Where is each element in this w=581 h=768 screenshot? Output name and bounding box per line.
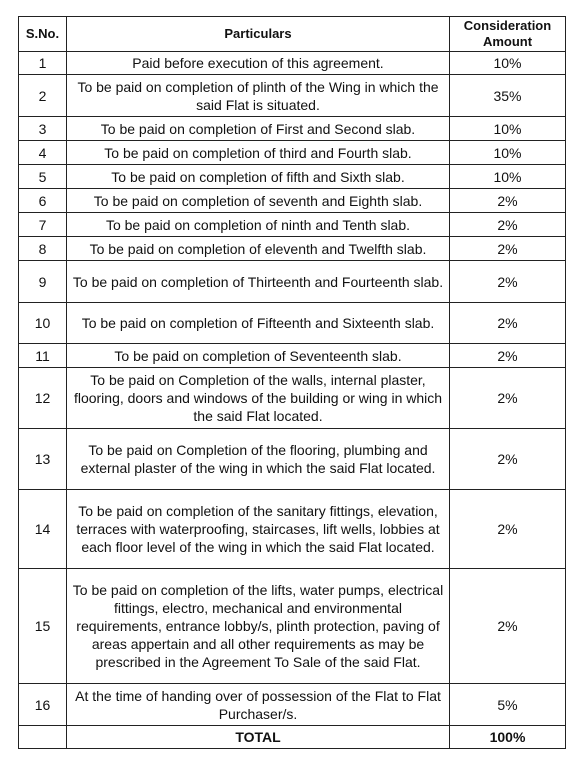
- row-sno: 3: [19, 117, 67, 141]
- row-particulars: To be paid on completion of seventh and Eighth slab.: [67, 189, 450, 213]
- total-amount: 100%: [450, 726, 566, 749]
- row-particulars: To be paid on completion of Thirteenth and Fourteenth slab.: [67, 261, 450, 303]
- row-sno: 6: [19, 189, 67, 213]
- header-consideration-amount: Consideration Amount: [450, 17, 566, 52]
- row-sno: 16: [19, 684, 67, 726]
- table-row: [19, 75, 566, 117]
- payment-schedule-table: [18, 16, 566, 749]
- row-particulars: To be paid on completion of fifth and Sixth slab.: [67, 165, 450, 189]
- row-particulars: To be paid on Completion of the flooring, plumbing and external plaster of the wing in which the said Flat located.: [67, 429, 450, 490]
- row-sno: 14: [19, 490, 67, 569]
- total-row: [19, 726, 566, 749]
- row-sno: 15: [19, 569, 67, 684]
- table-row: [19, 189, 566, 213]
- row-particulars: To be paid on completion of plinth of the Wing in which the said Flat is situated.: [67, 75, 450, 117]
- table-row: [19, 141, 566, 165]
- row-particulars: To be paid on completion of First and Second slab.: [67, 117, 450, 141]
- row-sno: 1: [19, 52, 67, 75]
- row-amount: 10%: [450, 141, 566, 165]
- row-amount: 35%: [450, 75, 566, 117]
- payment-schedule: [18, 16, 565, 749]
- row-sno: 10: [19, 303, 67, 344]
- row-particulars: To be paid on completion of the sanitary fittings, elevation, terraces with waterproofing, staircases, lift wells, lobbies at each floor level of the wing in which the said Flat located.: [67, 490, 450, 569]
- row-sno: 4: [19, 141, 67, 165]
- row-amount: 10%: [450, 117, 566, 141]
- row-amount: 2%: [450, 303, 566, 344]
- table-row: [19, 117, 566, 141]
- table-row: [19, 52, 566, 75]
- total-sno: [19, 726, 67, 749]
- row-amount: 10%: [450, 52, 566, 75]
- row-particulars: To be paid on completion of eleventh and Twelfth slab.: [67, 237, 450, 261]
- total-label: TOTAL: [67, 726, 450, 749]
- table-row: [19, 490, 566, 569]
- table-row: [19, 165, 566, 189]
- row-sno: 9: [19, 261, 67, 303]
- row-particulars: Paid before execution of this agreement.: [67, 52, 450, 75]
- row-amount: 2%: [450, 213, 566, 237]
- row-particulars: To be paid on completion of Seventeenth slab.: [67, 344, 450, 368]
- table-body: [19, 52, 566, 749]
- table-row: [19, 261, 566, 303]
- row-particulars: To be paid on completion of ninth and Tenth slab.: [67, 213, 450, 237]
- row-amount: 10%: [450, 165, 566, 189]
- row-amount: 2%: [450, 237, 566, 261]
- row-amount: 2%: [450, 429, 566, 490]
- table-row: [19, 237, 566, 261]
- row-sno: 5: [19, 165, 67, 189]
- row-amount: 2%: [450, 569, 566, 684]
- row-sno: 7: [19, 213, 67, 237]
- table-row: [19, 684, 566, 726]
- row-particulars: To be paid on Completion of the walls, internal plaster, flooring, doors and windows of the building or wing in which the said Flat located.: [67, 368, 450, 429]
- table-row: [19, 213, 566, 237]
- row-particulars: To be paid on completion of Fifteenth and Sixteenth slab.: [67, 303, 450, 344]
- row-sno: 11: [19, 344, 67, 368]
- table-row: [19, 344, 566, 368]
- header-row: [19, 17, 566, 52]
- row-amount: 2%: [450, 189, 566, 213]
- row-amount: 2%: [450, 261, 566, 303]
- table-row: [19, 569, 566, 684]
- row-sno: 8: [19, 237, 67, 261]
- row-amount: 2%: [450, 490, 566, 569]
- table-row: [19, 303, 566, 344]
- row-amount: 5%: [450, 684, 566, 726]
- row-sno: 2: [19, 75, 67, 117]
- header-sno: S.No.: [19, 17, 67, 52]
- row-amount: 2%: [450, 368, 566, 429]
- row-amount: 2%: [450, 344, 566, 368]
- row-particulars: To be paid on completion of the lifts, water pumps, electrical fittings, electro, mechanical and environmental requirements, entrance lobby/s, plinth protection, paving of areas appertain and all other requirements as may be prescribed in the Agreement To Sale of the said Flat.: [67, 569, 450, 684]
- table-row: [19, 429, 566, 490]
- header-particulars: Particulars: [67, 17, 450, 52]
- row-sno: 12: [19, 368, 67, 429]
- table-row: [19, 368, 566, 429]
- row-sno: 13: [19, 429, 67, 490]
- row-particulars: To be paid on completion of third and Fourth slab.: [67, 141, 450, 165]
- row-particulars: At the time of handing over of possession of the Flat to Flat Purchaser/s.: [67, 684, 450, 726]
